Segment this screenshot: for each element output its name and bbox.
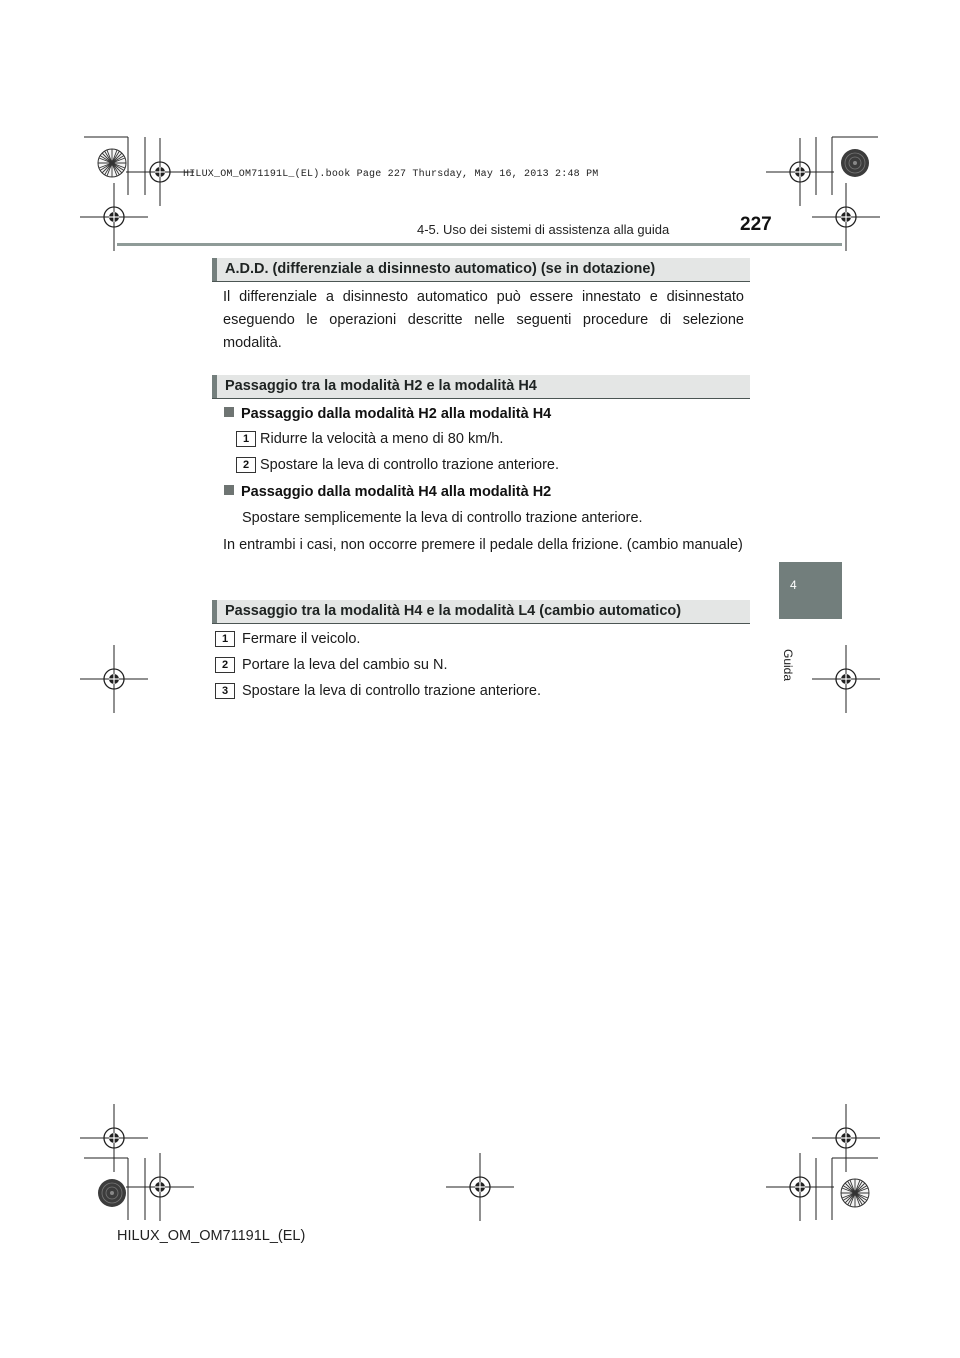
step-text: Fermare il veicolo. xyxy=(242,631,361,647)
chapter-number: 4 xyxy=(790,578,797,592)
step-text: Spostare la leva di controllo trazione anteriore. xyxy=(260,457,560,473)
subheading-h4-to-h2-text: Passaggio dalla modalità H4 alla modalità H2 xyxy=(241,484,552,500)
section-title-h2-h4: Passaggio tra la modalità H2 e la modalità H4 xyxy=(225,378,537,394)
step-text: Portare la leva del cambio su N. xyxy=(242,657,448,673)
h4-to-h2-instruction: Spostare semplicemente la leva di controllo trazione anteriore. xyxy=(242,510,643,526)
step-number-badge: 1 xyxy=(215,631,235,647)
section-title-bar-h4-l4 xyxy=(212,600,750,624)
subheading-h2-to-h4 xyxy=(224,406,551,422)
clutch-note-paragraph: In entrambi i casi, non occorre premere il pedale della frizione. (cambio manuale) xyxy=(223,537,743,553)
step-text: Spostare la leva di controllo trazione anteriore. xyxy=(242,683,542,699)
add-intro-paragraph: Il differenziale a disinnesto automatico può essere innestato e disinnestato eseguendo le operazioni descritte nelle seguenti procedure di selezione modalità. xyxy=(223,289,744,351)
bullet-square-icon xyxy=(224,485,234,495)
section-title-bar-h2-h4 xyxy=(212,375,750,399)
step-number-badge: 2 xyxy=(236,457,256,473)
footer-document-code: HILUX_OM_OM71191L_(EL) xyxy=(117,1228,306,1244)
section-title-h4-l4: Passaggio tra la modalità H4 e la modalità L4 (cambio automatico) xyxy=(225,603,682,619)
section-title-bar-add xyxy=(212,258,750,282)
subheading-h2-to-h4-text: Passaggio dalla modalità H2 alla modalità H4 xyxy=(241,406,552,422)
book-stamp: HILUX_OM_OM71191L_(EL).book Page 227 Thursday, May 16, 2013 2:48 PM xyxy=(183,169,599,180)
step-number-badge: 3 xyxy=(215,683,235,699)
section-title-add: A.D.D. (differenziale a disinnesto automatico) (se in dotazione) xyxy=(225,261,656,277)
step-number-badge: 2 xyxy=(215,657,235,673)
subheading-h4-to-h2 xyxy=(224,484,551,500)
chapter-tab xyxy=(779,562,842,619)
page-number: 227 xyxy=(740,214,772,235)
chapter-label: Guida xyxy=(781,649,795,682)
header-rule xyxy=(117,243,842,246)
step-number-badge: 1 xyxy=(236,431,256,447)
bullet-square-icon xyxy=(224,407,234,417)
step-text: Ridurre la velocità a meno di 80 km/h. xyxy=(260,431,504,447)
section-header: 4-5. Uso dei sistemi di assistenza alla guida xyxy=(417,222,670,237)
